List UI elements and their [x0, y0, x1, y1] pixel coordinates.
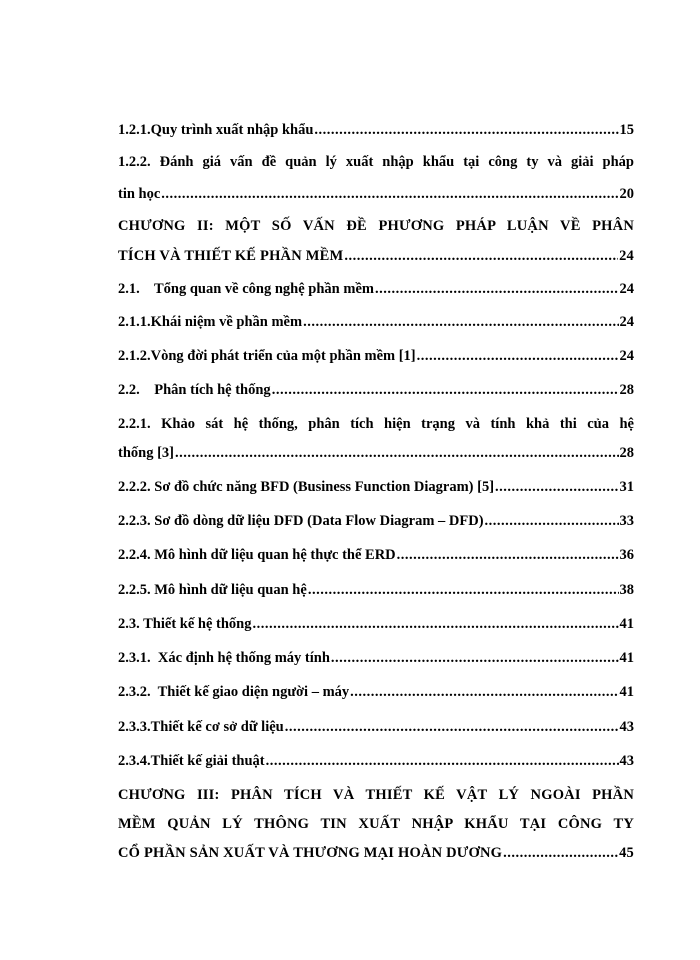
toc-entry[interactable]: [118, 748, 634, 775]
toc-entry-title: 2.2.3. Sơ đồ dòng dữ liệu DFD (Data Flow Diagram – DFD): [118, 513, 484, 529]
leader-dots: [417, 343, 619, 370]
toc-entry-title: 2.3.1. Xác định hệ thống máy tính: [118, 650, 330, 666]
toc-chapter-entry[interactable]: [118, 213, 634, 270]
toc-chapter-entry[interactable]: [118, 782, 634, 867]
toc-page-number: 24: [619, 348, 634, 364]
leader-dots: [375, 276, 619, 303]
toc-entry-title-line: 1.2.2. Đánh giá vấn đề quản lý xuất nhập khẩu tại công ty và giải pháp: [118, 154, 634, 170]
toc-entry-title: 2.2.2. Sơ đồ chức năng BFD (Business Function Diagram) [5]: [118, 479, 495, 495]
toc-entry-title: 2.2.5. Mô hình dữ liệu quan hệ: [118, 582, 307, 598]
toc-entry[interactable]: [118, 117, 634, 144]
leader-dots: [175, 440, 619, 467]
toc-page-number: 31: [619, 479, 634, 495]
toc-entry[interactable]: [118, 577, 634, 604]
leader-dots: [303, 309, 618, 336]
toc-page-number: 28: [619, 445, 634, 461]
leader-dots: [266, 748, 619, 775]
leader-dots: [252, 611, 618, 638]
leader-dots: [344, 243, 618, 270]
toc-page-number: 24: [619, 281, 634, 297]
leader-dots: [314, 117, 618, 144]
toc-entry-title: 2.1.2.Vòng đời phát triển của một phần mềm [1]: [118, 348, 416, 364]
toc-page-number: 15: [619, 122, 634, 138]
toc-entry[interactable]: [118, 377, 634, 404]
toc-entry-title-line: 2.2.1. Khảo sát hệ thống, phân tích hiện trạng và tính khả thi của hệ: [118, 416, 634, 432]
leader-dots: [272, 377, 619, 404]
toc-page-number: 45: [619, 845, 634, 861]
leader-dots: [161, 181, 618, 208]
toc-entry-title: 2.3.3.Thiết kế cơ sở dữ liệu: [118, 719, 284, 735]
toc-entry-title: TÍCH VÀ THIẾT KẾ PHẦN MỀM: [118, 248, 344, 264]
toc-entry-title: 2.2.4. Mô hình dữ liệu quan hệ thực thể ERD: [118, 547, 396, 563]
toc-entry[interactable]: [118, 343, 634, 370]
toc-entry[interactable]: [118, 411, 634, 467]
toc-entry-title-line: CHƯƠNG II: MỘT SỐ VẤN ĐỀ PHƯƠNG PHÁP LUẬN VỀ PHÂN: [118, 218, 634, 234]
leader-dots: [285, 714, 619, 741]
toc-page-number: 33: [619, 513, 634, 529]
toc-page-number: 41: [619, 650, 634, 666]
toc-page-number: 28: [619, 382, 634, 398]
toc-entry[interactable]: [118, 276, 634, 303]
leader-dots: [503, 840, 618, 867]
toc-entry[interactable]: [118, 474, 634, 501]
toc-page-number: 41: [619, 684, 634, 700]
leader-dots: [485, 508, 619, 535]
toc-page-number: 36: [619, 547, 634, 563]
leader-dots: [397, 542, 619, 569]
toc-entry[interactable]: [118, 149, 634, 208]
toc-entry-title: 2.1. Tổng quan về công nghệ phần mềm: [118, 281, 374, 297]
toc-entry-title: tin học: [118, 186, 161, 202]
toc-entry-title: 2.3.4.Thiết kế giải thuật: [118, 753, 265, 769]
toc-entry-title: 2.1.1.Khái niệm về phần mềm: [118, 314, 303, 330]
toc-page-number: 24: [619, 314, 634, 330]
leader-dots: [308, 577, 619, 604]
toc-entry[interactable]: [118, 645, 634, 672]
toc-entry[interactable]: [118, 679, 634, 706]
toc-page-number: 38: [619, 582, 634, 598]
toc-entry-title: 2.3.2. Thiết kế giao diện người – máy: [118, 684, 350, 700]
toc-entry-title: thống [3]: [118, 445, 174, 461]
toc-page-number: 43: [619, 719, 634, 735]
toc-entry[interactable]: [118, 542, 634, 569]
toc-page-number: 43: [619, 753, 634, 769]
leader-dots: [495, 474, 618, 501]
toc-entry[interactable]: [118, 508, 634, 535]
leader-dots: [331, 645, 619, 672]
toc-page-number: 24: [619, 248, 634, 264]
leader-dots: [350, 679, 618, 706]
toc-entry-title: CỔ PHẦN SẢN XUẤT VÀ THƯƠNG MẠI HOÀN DƯƠNG: [118, 845, 503, 861]
toc-entry-title: 2.2. Phân tích hệ thống: [118, 382, 271, 398]
toc-page-number: 41: [619, 616, 634, 632]
toc-entry-title: 1.2.1.Quy trình xuất nhập khẩu: [118, 122, 314, 138]
toc-entry[interactable]: [118, 714, 634, 741]
toc-entry[interactable]: [118, 611, 634, 638]
toc-entry-title: 2.3. Thiết kế hệ thống: [118, 616, 252, 632]
toc-entry[interactable]: [118, 309, 634, 336]
toc-page-number: 20: [619, 186, 634, 202]
toc-entry-title-line: MỀM QUẢN LÝ THÔNG TIN XUẤT NHẬP KHẨU TẠI CÔNG TY: [118, 816, 634, 832]
toc-entry-title-line: CHƯƠNG III: PHÂN TÍCH VÀ THIẾT KẾ VẬT LÝ NGOÀI PHẦN: [118, 787, 634, 803]
